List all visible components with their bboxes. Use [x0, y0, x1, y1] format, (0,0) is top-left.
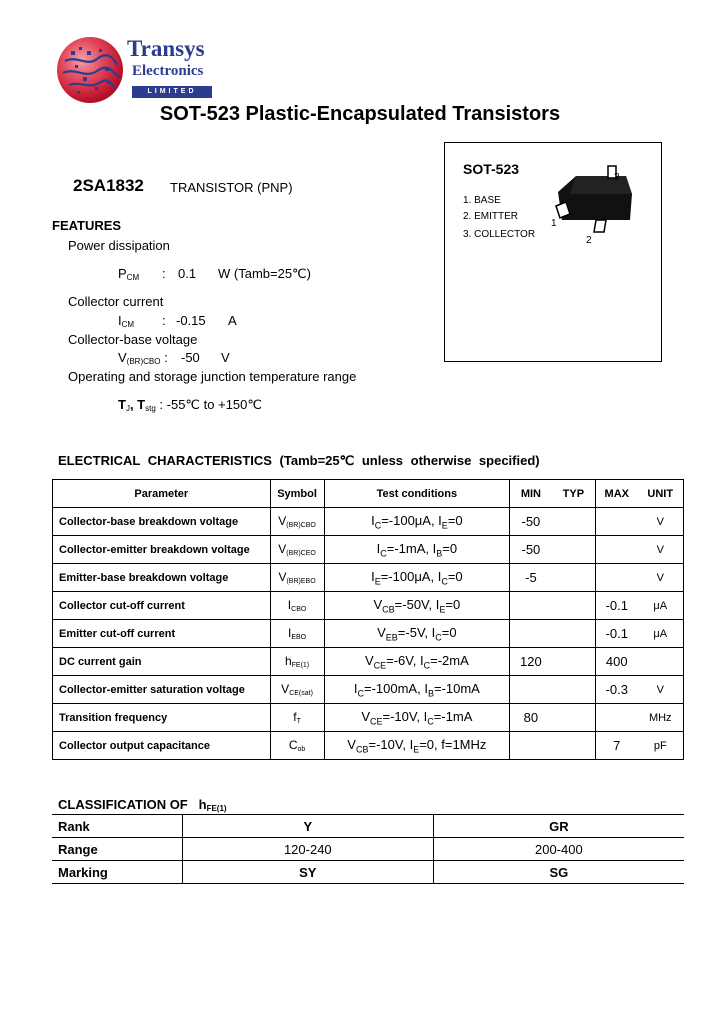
parameter-cell: Collector output capacitance	[53, 732, 271, 760]
pin-label-3: 3	[614, 172, 620, 183]
temp-row: $T_J$, $T_{stg}$ : -55℃ to +150℃	[118, 397, 262, 413]
symbol-cell: $C_{ob}$	[270, 732, 324, 760]
pin-label-1: 1	[551, 218, 557, 229]
col-conditions: Test conditions	[324, 480, 510, 508]
min-cell	[510, 732, 552, 760]
unit-cell: V	[638, 536, 684, 564]
parameter-cell: Emitter cut-off current	[53, 620, 271, 648]
min-cell: -50	[510, 536, 552, 564]
conditions-cell: $I_C=-1mA$, $I_B=0$	[324, 536, 510, 564]
col-max: MAX	[596, 480, 638, 508]
col-typ: TYP	[552, 480, 596, 508]
part-description: TRANSISTOR (PNP)	[170, 180, 293, 195]
features-heading: FEATURES	[52, 218, 122, 233]
max-cell: -0.3	[596, 676, 638, 704]
typ-cell	[552, 564, 596, 592]
table-row	[53, 564, 684, 592]
max-cell	[596, 508, 638, 536]
table-row	[52, 815, 684, 838]
min-cell: 120	[510, 648, 552, 676]
typ-cell	[552, 732, 596, 760]
table-row	[53, 536, 684, 564]
min-cell: -50	[510, 508, 552, 536]
table-row	[53, 620, 684, 648]
typ-cell	[552, 592, 596, 620]
min-cell: 80	[510, 704, 552, 732]
page-title: SOT-523 Plastic-Encapsulated Transistors	[159, 103, 561, 125]
unit-cell	[638, 648, 684, 676]
table-row	[52, 838, 684, 861]
unit-cell: μA	[638, 592, 684, 620]
symbol-cell: $I_{EBO}$	[270, 620, 324, 648]
parameter-cell: Collector cut-off current	[53, 592, 271, 620]
col-unit: UNIT	[638, 480, 684, 508]
max-cell: 400	[596, 648, 638, 676]
parameter-cell: DC current gain	[53, 648, 271, 676]
pin-label-2: 2	[586, 235, 592, 246]
classification-table	[52, 814, 684, 884]
max-cell: 7	[596, 732, 638, 760]
parameter-cell: Collector-base breakdown voltage	[53, 508, 271, 536]
unit-cell: V	[638, 564, 684, 592]
ec-title: ELECTRICAL CHARACTERISTICS (Tamb=25℃ unless otherwise specified)	[58, 453, 540, 468]
min-cell	[510, 676, 552, 704]
typ-cell	[552, 536, 596, 564]
max-cell	[596, 704, 638, 732]
unit-cell: V	[638, 508, 684, 536]
package-title: SOT-523	[463, 161, 520, 177]
symbol-cell: $f_T$	[270, 704, 324, 732]
class-y-cell: Y	[182, 815, 433, 838]
conditions-cell: $V_{CB}=-50V$, $I_E=0$	[324, 592, 510, 620]
symbol-cell: $h_{FE(1)}$	[270, 648, 324, 676]
company-logo-globe	[57, 37, 123, 103]
pcm-row: $P_{CM}$ : 0.1 W (Tamb=25℃)	[118, 266, 311, 282]
table-row	[53, 676, 684, 704]
typ-cell	[552, 704, 596, 732]
unit-cell: MHz	[638, 704, 684, 732]
brand-name: Transys	[127, 36, 205, 61]
conditions-cell: $V_{CB}=-10V$, $I_E=0$, f=1MHz	[324, 732, 510, 760]
temp-label: Operating and storage junction temperature range	[68, 369, 357, 384]
electrical-characteristics-table	[52, 479, 684, 760]
col-min: MIN	[510, 480, 552, 508]
table-row	[53, 704, 684, 732]
typ-cell	[552, 620, 596, 648]
table-row	[52, 861, 684, 884]
conditions-cell: $I_C=-100mA$, $I_B=-10mA$	[324, 676, 510, 704]
class-gr-cell: GR	[433, 815, 684, 838]
current-label: Collector current	[68, 294, 164, 309]
unit-cell: μA	[638, 620, 684, 648]
typ-cell	[552, 676, 596, 704]
col-parameter: Parameter	[53, 480, 271, 508]
class-gr-cell: SG	[433, 861, 684, 884]
table-header-row	[53, 480, 684, 508]
conditions-cell: $I_C=-100\mu A$, $I_E=0$	[324, 508, 510, 536]
symbol-cell: $V_{(BR)CBO}$	[270, 508, 324, 536]
col-symbol: Symbol	[270, 480, 324, 508]
typ-cell	[552, 508, 596, 536]
vcbo-row: $V_{(BR)CBO}$ : -50 V	[118, 350, 230, 366]
conditions-cell: $I_E=-100\mu A$, $I_C=0$	[324, 564, 510, 592]
table-row	[53, 508, 684, 536]
parameter-cell: Collector-emitter breakdown voltage	[53, 536, 271, 564]
parameter-cell: Emitter-base breakdown voltage	[53, 564, 271, 592]
unit-cell: V	[638, 676, 684, 704]
table-row	[53, 732, 684, 760]
parameter-cell: Transition frequency	[53, 704, 271, 732]
parameter-cell: Collector-emitter saturation voltage	[53, 676, 271, 704]
table-row	[53, 592, 684, 620]
conditions-cell: $V_{CE}=-6V$, $I_C=-2mA$	[324, 648, 510, 676]
symbol-cell: $V_{(BR)CEO}$	[270, 536, 324, 564]
classification-title: CLASSIFICATION OF $h_{FE(1)}$	[58, 797, 227, 813]
min-cell	[510, 620, 552, 648]
power-label: Power dissipation	[68, 238, 170, 253]
pin-collector: 3. COLLECTOR	[463, 229, 536, 240]
typ-cell	[552, 648, 596, 676]
max-cell	[596, 564, 638, 592]
min-cell: -5	[510, 564, 552, 592]
unit-cell: pF	[638, 732, 684, 760]
class-label-cell: Rank	[52, 815, 182, 838]
conditions-cell: $V_{CE}=-10V$, $I_C=-1mA$	[324, 704, 510, 732]
class-y-cell: 120-240	[182, 838, 433, 861]
min-cell	[510, 592, 552, 620]
class-label-cell: Range	[52, 838, 182, 861]
max-cell: -0.1	[596, 620, 638, 648]
icm-row: $I_{CM}$ : -0.15 A	[118, 313, 237, 329]
pin-base: 1. BASE	[463, 195, 501, 206]
class-y-cell: SY	[182, 861, 433, 884]
symbol-cell: $V_{CE(sat)}$	[270, 676, 324, 704]
class-gr-cell: 200-400	[433, 838, 684, 861]
brand-subtitle: Electronics	[132, 63, 204, 79]
brand-limited: LIMITED	[132, 86, 212, 98]
class-label-cell: Marking	[52, 861, 182, 884]
table-row	[53, 648, 684, 676]
symbol-cell: $V_{(BR)EBO}$	[270, 564, 324, 592]
symbol-cell: $I_{CBO}$	[270, 592, 324, 620]
max-cell: -0.1	[596, 592, 638, 620]
part-number: 2SA1832	[73, 176, 144, 195]
pin-emitter: 2. EMITTER	[463, 211, 519, 222]
package-drawing	[548, 164, 648, 254]
conditions-cell: $V_{EB}=-5V$, $I_C=0$	[324, 620, 510, 648]
max-cell	[596, 536, 638, 564]
voltage-label: Collector-base voltage	[68, 332, 198, 347]
